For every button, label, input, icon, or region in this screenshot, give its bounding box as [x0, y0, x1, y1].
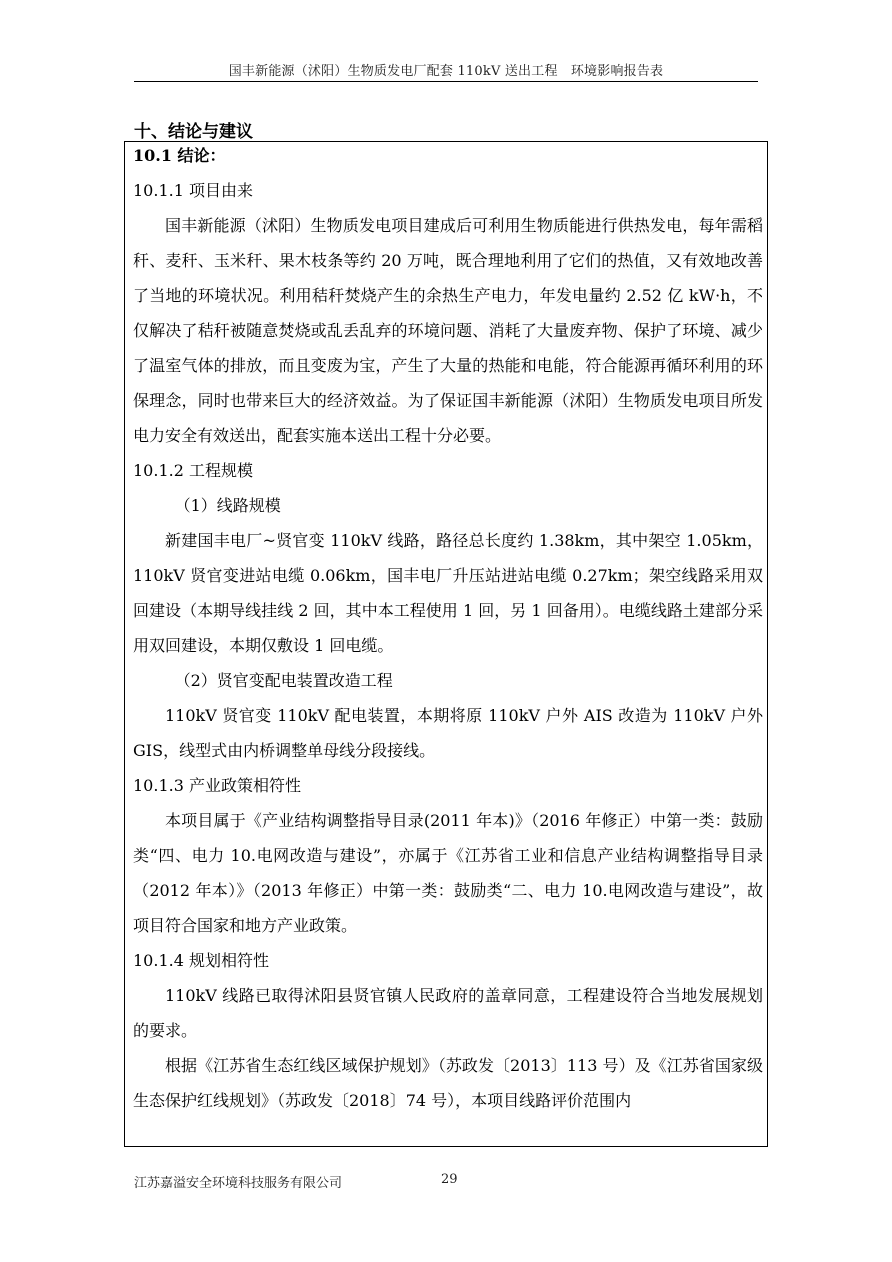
- footer-company: 江苏嘉溢安全环境科技服务有限公司: [134, 1176, 343, 1191]
- item-line-scale: （1）线路规模: [174, 496, 281, 515]
- page-number: 29: [441, 1172, 458, 1187]
- subheading-10-1-1: 10.1.1 项目由来: [133, 181, 253, 200]
- section-title: 十、结论与建议: [134, 122, 253, 142]
- paragraph-planning-a: 110kV 线路已取得沭阳县贤官镇人民政府的盖章同意，工程建设符合当地发展规划的要求。: [133, 986, 763, 1040]
- header-rule: [134, 81, 758, 82]
- content-body: [133, 145, 763, 1118]
- page-header: 国丰新能源（沭阳）生物质发电厂配套 110kV 送出工程 环境影响报告表: [228, 64, 664, 79]
- item-substation-upgrade: （2）贤官变配电装置改造工程: [174, 671, 393, 690]
- paragraph-project-origin: 国丰新能源（沭阳）生物质发电项目建成后可利用生物质能进行供热发电，每年需稻秆、麦秆、玉米秆、果木枝条等约 20 万吨，既合理地利用了它们的热值，又有效地改善了当地的环境状况。利用秸秆焚烧产生的余热生产电力，年发电量约 2.52 亿 kW·h，不仅解决了秸秆被随意焚烧或乱丢乱弃的环境问题、消耗了大量废弃物、保护了环境、减少了温室气体的排放，而且变废为宝，产生了大量的热能和电能，符合能源再循环利用的环保理念，同时也带来巨大的经济效益。为了保证国丰新能源（沭阳）生物质发电项目所发电力安全有效送出，配套实施本送出工程十分必要。: [133, 216, 763, 445]
- subheading-10-1-2: 10.1.2 工程规模: [133, 461, 253, 480]
- heading-10-1: 10.1 结论：: [133, 146, 226, 165]
- paragraph-substation-upgrade: 110kV 贤官变 110kV 配电装置，本期将原 110kV 户外 AIS 改造为 110kV 户外 GIS，线型式由内桥调整单母线分段接线。: [133, 706, 763, 760]
- subheading-10-1-4: 10.1.4 规划相符性: [133, 951, 269, 970]
- paragraph-line-scale: 新建国丰电厂~贤官变 110kV 线路，路径总长度约 1.38km，其中架空 1.05km，110kV 贤官变进站电缆 0.06km，国丰电厂升压站进站电缆 0.27km；架空线路采用双回建设（本期导线挂线 2 回，其中本工程使用 1 回，另 1 回备用）。电缆线路土建部分采用双回建设，本期仅敷设 1 回电缆。: [133, 531, 763, 655]
- paragraph-planning-b: 根据《江苏省生态红线区域保护规划》（苏政发〔2013〕113 号）及《江苏省国家级生态保护红线规划》（苏政发〔2018〕74 号），本项目线路评价范围内: [133, 1056, 763, 1110]
- subheading-10-1-3: 10.1.3 产业政策相符性: [133, 776, 301, 795]
- paragraph-industrial-policy: 本项目属于《产业结构调整指导目录(2011 年本)》（2016 年修正）中第一类：鼓励类“四、电力 10.电网改造与建设”，亦属于《江苏省工业和信息产业结构调整指导目录（2012 年本）》（2013 年修正）中第一类：鼓励类“二、电力 10.电网改造与建设”，故项目符合国家和地方产业政策。: [133, 811, 763, 935]
